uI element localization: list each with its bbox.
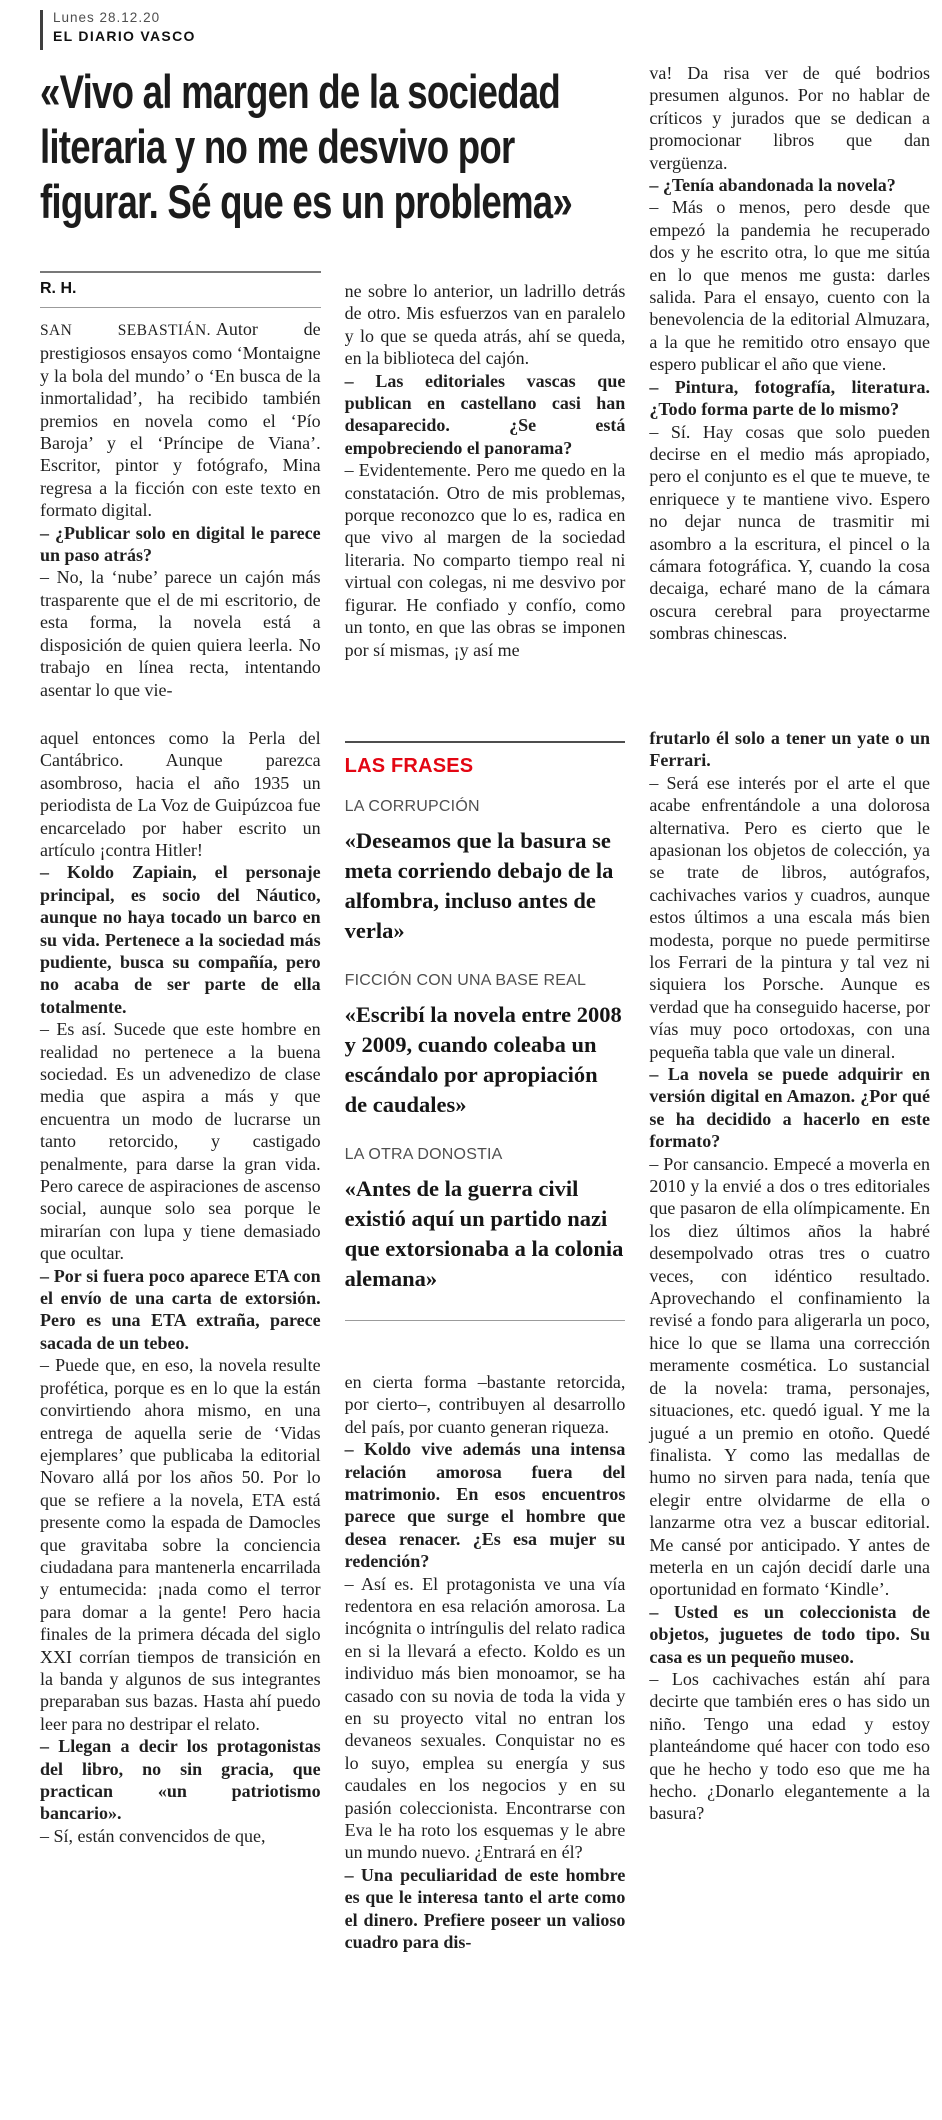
interviewer-question: – Koldo Zapiain, el personaje principal, es socio del Náutico, aunque no haya tocado un barco en su vida. Pertenece a la sociedad más pudiente, busca su compañía, pero no acaba de ser parte de ella totalmente. <box>40 862 321 1017</box>
interviewer-question: – Las editoriales vascas que publican en castellano casi han desaparecido. ¿Se está empobreciendo el panorama? <box>344 370 626 458</box>
headline-area <box>40 62 625 701</box>
paragraph: ne sobre lo anterior, un ladrillo detrás de otro. Mis esfuerzos van en paralelo y lo que se queda atrás, ahí se queda, en la biblioteca del cajón. <box>344 281 626 369</box>
paragraph: en cierta forma –bastante retorcida, por cierto–, contribuyen al desarrollo del país, por cuanto generan riqueza. <box>344 1371 626 1437</box>
interviewer-question: – Llegan a decir los protagonistas del libro, no sin gracia, que practican «un patriotismo bancario». <box>40 1736 321 1824</box>
masthead <box>40 10 930 50</box>
frase-quote: «Escribí la novela entre 2008 y 2009, cuando coleaba un escándalo por apropiación de caudales» <box>344 1001 622 1117</box>
column-2-continuation <box>345 1371 626 1954</box>
interviewer-question: – La novela se puede adquirir en versión digital en Amazon. ¿Por qué se ha decidido a hacerlo en este formato? <box>649 1064 930 1152</box>
frase-quote: «Deseamos que la basura se meta corriendo debajo de la alfombra, incluso antes de verla» <box>344 827 614 943</box>
top-text-columns <box>40 271 625 701</box>
frase-kicker: LA CORRUPCIÓN <box>344 797 480 815</box>
column-3 <box>649 727 930 1954</box>
frase-item <box>345 972 626 1120</box>
headline-line: literaria y no me desvivo por <box>40 120 515 173</box>
paragraph: – Sí. Hay cosas que solo pueden decirse en el medio más apropiado, pero el conjunto es el que te mueve, te enriquece y te mantiene vivo. Espero no dejar nunca de trasmitir mi asombro a la escritura, el pincel o la cámara fotográfica. Y, cuando la cosa decaiga, echaré mano de la cámara oscura cerebral para proyectarme sombras chinescas. <box>649 421 930 644</box>
paragraph: – Es así. Sucede que este hombre en realidad no pertenece a la buena sociedad. Es un advenedizo de clase media que aspira a más y que encuentra un modo de lucrarse un tanto retorcido, y castigado penalmente, para darse la gran vida. Pero carece de aspiraciones de ascenso social, aunque solo sea porque le mirarían con lupa y tiene demasiado que ocultar. <box>40 1019 321 1264</box>
interviewer-question: – ¿Publicar solo en digital le parece un paso atrás? <box>40 522 321 566</box>
paragraph-text: Autor de prestigiosos ensayos como ‘Montaigne y la bola del mundo’ o ‘En busca de la inmortalidad’, ha recibido también premios en novela como el ‘Pío Baroja’ y el ‘Príncipe de Viana’. Escritor, pintor y fotógrafo, Mina regresa a la ficción con este texto en formato digital. <box>40 319 321 521</box>
headline-line: «Vivo al margen de la sociedad <box>40 65 560 118</box>
paragraph: – Puede que, en eso, la novela resulte profética, porque es en lo que la están convirtiendo ahora mismo, en una entrega de aquella serie de ‘Vidas ejemplares’ que publicaba la editorial Novaro allá por los años 50. Por lo que se refiere a la novela, ETA está presente como la espada de Damocles que gravitaba sobre la conciencia ciudadana para mantenerla encarrilada y entumecida: ¡nada como el terror para domar a la gente! Pero hacia finales de la primera década del siglo XXI corrían tiempos de transición en la banda y algunos de sus integrantes preparaban sus bazas. Hasta ahí puedo leer para no destripar el relato. <box>40 1355 321 1734</box>
paragraph <box>40 318 321 522</box>
interviewer-question: frutarlo él solo a tener un yate o un Ferrari. <box>649 727 930 771</box>
dateline: SAN SEBASTIÁN. <box>40 322 211 339</box>
frase-quote: «Antes de la guerra civil existió aquí un partido nazi que extorsionaba a la colonia alemana» <box>344 1175 624 1291</box>
interviewer-question: – ¿Tenía abandonada la novela? <box>649 175 896 196</box>
paragraph: – Así es. El protagonista ve una vía redentora en esa relación amorosa. La incógnita o intríngulis del relato radica en si la llevará a efecto. Koldo es un individuo más bien monoamor, se ha casado con su novia de toda la vida y en su proyecto vital no entran los devaneos sexuales. Conquistar no es lo suyo, emplea su energía y sus caudales en los negocios y en su pasión coleccionista. Encontrarse con Eva le ha roto los esquemas y le abre un mundo nuevo. ¿Entrará en él? <box>344 1573 626 1863</box>
column-1 <box>40 271 321 701</box>
paragraph: – Los cachivaches están ahí para decirte que también eres o has sido un niño. Tengo una edad y estoy planteándome qué hacer con todo eso que he hecho y todo eso que me ha hecho. ¿Donarlo elegantemente a la basura? <box>649 1668 930 1824</box>
paragraph: – Será ese interés por el arte el que acabe enfrentándole a una dolorosa alternativa. Pero es cierto que le apasionan los objetos de colección, ya se trate de libros, autógrafos, cachivaches varios y cuadros, aunque estos últimos a una escala más bien modesta, porque no puede permitirse los Ferrari de la pintura y tal vez ni siquiera los Porsche. Aunque es verdad que ha conseguido hacerse, por vías muy poco ortodoxas, con una pequeña tabla que vale un dineral. <box>649 772 930 1062</box>
paragraph: va! Da risa ver de qué bodrios presumen algunos. Por no hablar de críticos y jurados que se dedican a promocionar libros que dan vergüenza. <box>649 63 930 173</box>
frase-kicker: LA OTRA DONOSTIA <box>344 1145 503 1163</box>
interviewer-question: – Una peculiaridad de este hombre es que le interesa tanto el arte como el dinero. Prefiere poseer un valioso cuadro para dis- <box>344 1864 626 1953</box>
interview-bottom-section <box>40 727 930 1954</box>
frase-item <box>345 1146 626 1294</box>
las-frases-box <box>345 741 626 1321</box>
paragraph: – No, la ‘nube’ parece un cajón más trasparente que el de mi escritorio, de esta forma, la novela está a disposición de quien quiera leerla. No trabajo en línea recta, intentando asentar lo que vie- <box>40 567 321 700</box>
frase-kicker: FICCIÓN CON UNA BASE REAL <box>344 971 587 989</box>
frase-item <box>345 798 626 946</box>
paragraph: – Sí, están convencidos de que, <box>40 1825 266 1846</box>
paragraph: – Más o menos, pero desde que empezó la pandemia he recuperado dos y he escrito otra, lo que me sitúa en lo que menos me gusta: darles salida. Para el ensayo, cuento con la benevolencia de la editorial Almuzara, a la que he remitido otro ensayo que espero publicar el año que viene. <box>649 197 930 375</box>
column-1 <box>40 727 321 1954</box>
masthead-date: Lunes 28.12.20 <box>53 10 161 25</box>
interviewer-question: – Pintura, fotografía, literatura. ¿Todo forma parte de lo mismo? <box>649 376 930 420</box>
interview-top-section <box>40 62 930 701</box>
paragraph: – Por cansancio. Empecé a moverla en 2010 y la envié a dos o tres editoriales que pasaron de ella olímpicamente. En los diez últimos años la habré desempolvado otras tres o cuatro veces, con idéntico resultado. Aprovechando el confinamiento la revisé a fondo para aligerarla un poco, hice lo que se llama una corrección meramente cosmética. Lo sustancial de la novela: trama, personajes, situaciones, etc. quedó igual. Y me la jugué a un premio en otoño. Quedé finalista. Y como las medallas de humo no sirven para nada, tenía que elegir entre olvidarme de ella o lanzarme otra vez a buscar editorial. Me cansé por anticipado. Y antes de meterla en un cajón decidí darle una oportunidad en formato ‘Kindle’. <box>649 1153 930 1600</box>
column-2 <box>345 271 626 701</box>
interviewer-question: – Por si fuera poco aparece ETA con el envío de una carta de extorsión. Pero es una ETA extraña, parece sacada de un tebeo. <box>40 1265 321 1353</box>
column-2 <box>345 727 626 1954</box>
column-3 <box>649 62 930 701</box>
paragraph: aquel entonces como la Perla del Cantábrico. Aunque parezca asombroso, hacia el año 1935 un periodista de La Voz de Guipúzcoa fue encarcelado por haber escrito un artículo ¡contra Hitler! <box>40 727 321 860</box>
paragraph: – Evidentemente. Pero me quedo en la constatación. Otro de mis problemas, porque reconozco que lo es, radica en que vivo al margen de la sociedad literaria. No comparto tiempo real ni virtual con colegas, ni me desvivo por figurar. He confiado y confío, como un tonto, en que las obras se imponen por sí mismas, ¡y así me <box>344 460 626 660</box>
headline-line: figurar. Sé que es un problema» <box>40 175 572 228</box>
interviewer-question: – Usted es un coleccionista de objetos, juguetes de todo tipo. Su casa es un pequeño museo. <box>649 1601 930 1667</box>
masthead-newspaper-title: EL DIARIO VASCO <box>53 28 196 44</box>
interviewer-question: – Koldo vive además una intensa relación amorosa fuera del matrimonio. En esos encuentros parece que surge el hombre que desea renacer. ¿Es esa mujer su redención? <box>344 1439 626 1572</box>
headline <box>40 64 625 229</box>
byline: R. H. <box>40 271 321 308</box>
las-frases-title: LAS FRASES <box>344 754 474 777</box>
